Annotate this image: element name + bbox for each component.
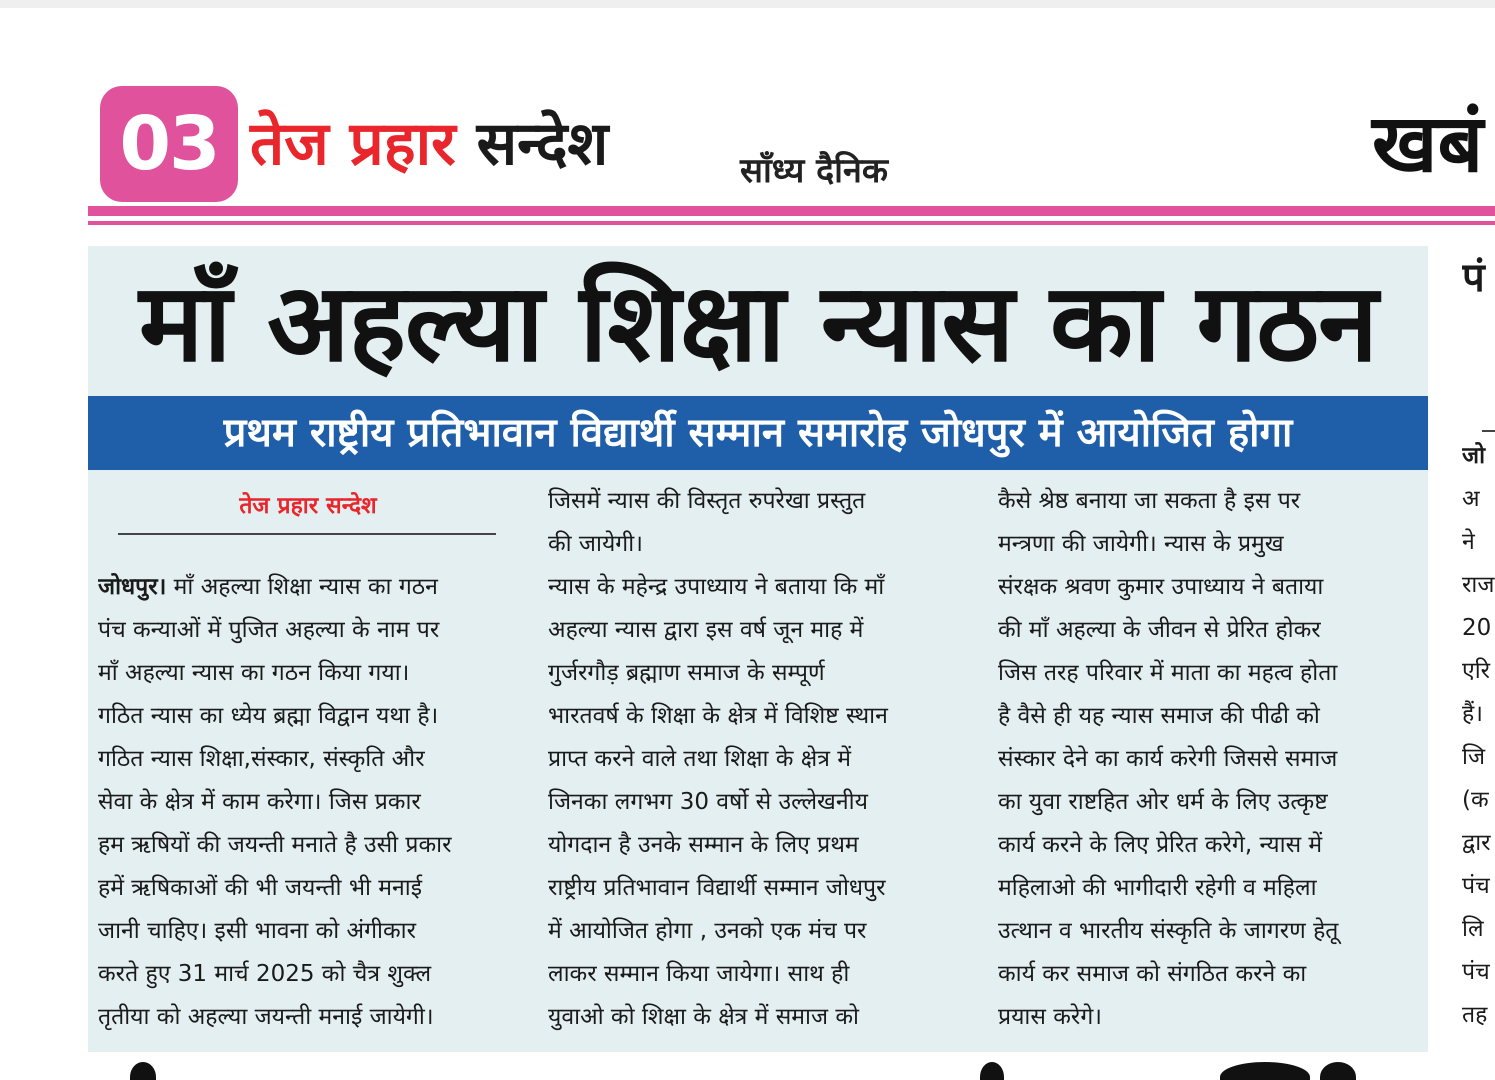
adjacent-line: जि bbox=[1462, 744, 1486, 770]
adjacent-line: हैं। bbox=[1462, 701, 1483, 727]
glyph-fragment bbox=[1320, 1062, 1356, 1080]
article-column-3 bbox=[998, 480, 1416, 1039]
article-subheadline: प्रथम राष्ट्रीय प्रतिभावान विद्यार्थी सम्मान समारोह जोधपुर में आयोजित होगा bbox=[223, 410, 1293, 456]
newspaper-title bbox=[250, 104, 608, 184]
column-line: जिनका लगभग 30 वर्षो से उल्लेखनीय bbox=[548, 789, 868, 815]
column-line: लाकर सम्मान किया जायेगा। साथ ही bbox=[548, 961, 850, 987]
next-headline-cropped bbox=[120, 1062, 1360, 1080]
adjacent-line: तह bbox=[1462, 1002, 1488, 1028]
column-line: महिलाओ की भागीदारी रहेगी व महिला bbox=[998, 875, 1317, 901]
adjacent-line: (क bbox=[1462, 787, 1489, 813]
column-line: न्यास के महेन्द्र उपाध्याय ने बताया कि माँ bbox=[548, 574, 885, 600]
column-line: का युवा राष्टहित ओर धर्म के लिए उत्कृष्ट bbox=[998, 789, 1328, 815]
adjacent-line: पंच bbox=[1462, 873, 1490, 899]
glyph-fragment bbox=[1220, 1062, 1310, 1080]
column-line: की जायेगी। bbox=[548, 531, 643, 557]
article-column-2 bbox=[548, 480, 966, 1039]
column-line: है वैसे ही यह न्यास समाज की पीढी को bbox=[998, 703, 1320, 729]
adjacent-line: द्वार bbox=[1462, 830, 1491, 856]
adjacent-line: अ bbox=[1462, 486, 1480, 512]
column-line: भारतवर्ष के शिक्षा के क्षेत्र में विशिष्ट स्थान bbox=[548, 703, 888, 729]
article-byline: तेज प्रहार सन्देश bbox=[239, 493, 377, 519]
column-text: माँ अहल्या शिक्षा न्यास का गठन bbox=[166, 574, 438, 600]
glyph-fragment bbox=[130, 1062, 156, 1080]
column-line: जिसमें न्यास की विस्तृत रुपरेखा प्रस्तुत bbox=[548, 488, 866, 514]
column-line: तृतीया को अहल्या जयन्ती मनाई जायेगी। bbox=[98, 1004, 434, 1030]
adjacent-heading: पं bbox=[1462, 255, 1485, 301]
adjacent-spacer bbox=[1462, 392, 1495, 435]
article-column-1 bbox=[98, 566, 516, 1039]
column-line: संस्कार देने का कार्य करेगी जिससे समाज bbox=[998, 746, 1338, 772]
column-line: संरक्षक श्रवण कुमार उपाध्याय ने बताया bbox=[998, 574, 1324, 600]
column-line: हम ऋषियों की जयन्ती मनाते है उसी प्रकार bbox=[98, 832, 452, 858]
column-line: की माँ अहल्या के जीवन से प्रेरित होकर bbox=[998, 617, 1321, 643]
article-headline: माँ अहल्या शिक्षा न्यास का गठन bbox=[138, 261, 1378, 386]
adjacent-spacer bbox=[1462, 306, 1495, 349]
column-line: प्राप्त करने वाले तथा शिक्षा के क्षेत्र में bbox=[548, 746, 852, 772]
column-line: सेवा के क्षेत्र में काम करेगा। जिस प्रकार bbox=[98, 789, 421, 815]
adjacent-line: 20 bbox=[1462, 615, 1492, 641]
subheadline-bar bbox=[88, 396, 1428, 470]
column-line: राष्ट्रीय प्रतिभावान विद्यार्थी सम्मान जोधपुर bbox=[548, 875, 886, 901]
column-line: योगदान है उनके सम्मान के लिए प्रथम bbox=[548, 832, 859, 858]
article-box bbox=[88, 246, 1428, 1052]
title-part-black: सन्देश bbox=[476, 109, 609, 179]
column-line: कैसे श्रेष्ठ बनाया जा सकता है इस पर bbox=[998, 488, 1301, 514]
column-line: उत्थान व भारतीय संस्कृति के जागरण हेतू bbox=[998, 918, 1339, 944]
adjacent-divider bbox=[1482, 430, 1495, 432]
column-line: प्रयास करेगे। bbox=[998, 1004, 1102, 1030]
byline-rule bbox=[118, 533, 496, 535]
column-line: पंच कन्याओं में पुजित अहल्या के नाम पर bbox=[98, 617, 440, 643]
adjacent-line: पंच bbox=[1462, 959, 1490, 985]
column-line: अहल्या न्यास द्वारा इस वर्ष जून माह में bbox=[548, 617, 864, 643]
masthead-rule bbox=[88, 206, 1495, 216]
column-line: गठित न्यास शिक्षा,संस्कार, संस्कृति और bbox=[98, 746, 425, 772]
section-title-right: खबं bbox=[1372, 97, 1484, 190]
column-line: माँ अहल्या न्यास का गठन किया गया। bbox=[98, 660, 410, 686]
column-line: जानी चाहिए। इसी भावना को अंगीकार bbox=[98, 918, 417, 944]
article-dateline: जोधपुर। bbox=[98, 574, 167, 600]
column-line: कार्य करने के लिए प्रेरित करेगे, न्यास में bbox=[998, 832, 1323, 858]
glyph-fragment bbox=[980, 1062, 1004, 1080]
top-strip bbox=[0, 0, 1495, 8]
column-line: करते हुए 31 मार्च 2025 को चैत्र शुक्ल bbox=[98, 961, 432, 987]
adjacent-line: जो bbox=[1462, 443, 1486, 469]
column-line: गुर्जरगौड़ ब्रह्माण समाज के सम्पूर्ण bbox=[548, 660, 825, 686]
column-line bbox=[98, 566, 516, 609]
column-line: जिस तरह परिवार में माता का महत्व होता bbox=[998, 660, 1338, 686]
adjacent-line: ने bbox=[1462, 529, 1475, 555]
adjacent-spacer bbox=[1462, 349, 1495, 392]
column-line: में आयोजित होगा , उनको एक मंच पर bbox=[548, 918, 867, 944]
adjacent-line: राज bbox=[1462, 572, 1495, 598]
adjacent-line: लि bbox=[1462, 916, 1484, 942]
adjacent-line: एरि bbox=[1462, 658, 1491, 684]
title-part-red: तेज प्रहार bbox=[250, 109, 456, 179]
page-number-badge: 03 bbox=[100, 86, 238, 202]
column-line: हमें ऋषिकाओं की भी जयन्ती भी मनाई bbox=[98, 875, 423, 901]
column-line: कार्य कर समाज को संगठित करने का bbox=[998, 961, 1307, 987]
masthead-rule-thin bbox=[88, 221, 1495, 225]
column-line: युवाओ को शिक्षा के क्षेत्र में समाज को bbox=[548, 1004, 860, 1030]
column-line: मन्त्रणा की जायेगी। न्यास के प्रमुख bbox=[998, 531, 1284, 557]
adjacent-article-edge bbox=[1462, 250, 1495, 1037]
newspaper-tagline: साँध्य दैनिक bbox=[740, 151, 888, 191]
column-line: गठित न्यास का ध्येय ब्रह्मा विद्वान यथा है। bbox=[98, 703, 439, 729]
